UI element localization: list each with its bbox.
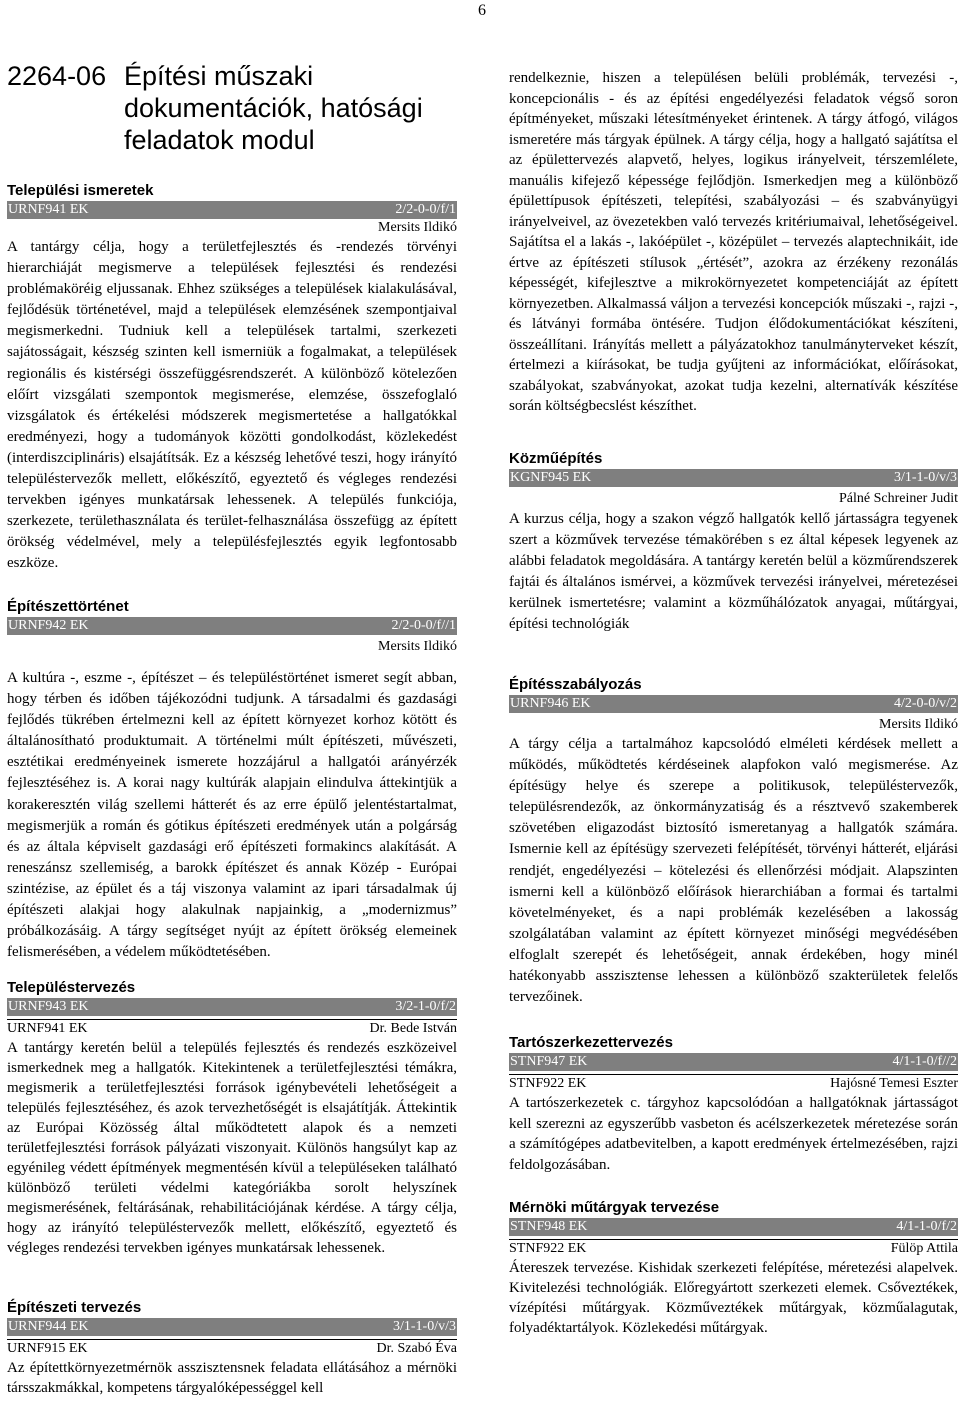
course-bar <box>509 1053 958 1071</box>
course-description: A kurzus célja, hogy a szakon végző hallgatók kellő jártasságra tegyenek szert a közművek tervezése témakörében s ez által képesek legyenek az alábbi feladatok megoldására. A tantárgy keretén belül a közműrendszerek fajtái és általános ismérvei, a közművek tervezési irányelvei, méretezései kerülnek ismertetésre; valamint a közműhálózatok anyagai, műtárgyai, építési technológiák <box>509 511 958 633</box>
course-section-epiteszeti-tervezes <box>7 1299 457 1398</box>
section-title: Települési ismeretek <box>7 182 154 199</box>
course-description: Az építettkörnyezetmérnök asszisztensnek feladata ellátásához a mérnöki társszakmákkal, kompetens tárgyalóképességgel kell <box>7 1360 457 1396</box>
section-title: Közműépítés <box>509 450 603 467</box>
prereq-lecturer-row <box>7 1019 457 1038</box>
prerequisite-code: STNF922 EK <box>509 1241 587 1256</box>
section-title: Építésszabályozás <box>509 676 642 693</box>
course-continuation <box>509 68 958 417</box>
lecturer: Hajósné Temesi Eszter <box>830 1076 958 1091</box>
course-bar <box>7 1318 457 1336</box>
course-bar <box>7 998 457 1016</box>
course-description: Átereszek tervezése. Kishidak szerkezeti felépítése, méretezési alapelvek. Kivitelezési technológiák. Előregyártott szerkezeti elemek. Csőveztékek, vízépítési műtárgyak. Közműveztékek műtárgyak, közműalagutak, folyadéktartályok. Közlekedési műtárgyak. <box>509 1260 958 1336</box>
prerequisite-code: URNF915 EK <box>7 1341 88 1356</box>
course-hours: 4/1-1-0/f//2 <box>892 1054 957 1069</box>
lecturer: Fülöp Attila <box>890 1241 958 1256</box>
course-bar <box>509 1218 958 1236</box>
course-bar <box>509 469 958 487</box>
course-section-tartoszerkezettervezes <box>509 1034 958 1175</box>
course-bar <box>509 695 958 713</box>
course-section-telepulesi-ismeretek <box>7 182 457 575</box>
prereq-lecturer-row <box>7 1339 457 1358</box>
prerequisite-code: URNF941 EK <box>7 1021 88 1036</box>
lecturer: Mersits Ildikó <box>879 717 958 732</box>
section-title: Építészettörténet <box>7 598 129 615</box>
section-title: Építészeti tervezés <box>7 1299 142 1316</box>
lecturer: Mersits Ildikó <box>378 220 457 235</box>
course-code: URNF944 EK <box>8 1319 89 1334</box>
course-section-telepulestervezes <box>7 979 457 1258</box>
course-code: URNF942 EK <box>8 618 89 633</box>
course-hours: 2/2-0-0/f//1 <box>391 618 456 633</box>
section-title: Településtervezés <box>7 979 136 996</box>
course-code: STNF948 EK <box>510 1219 588 1234</box>
prereq-lecturer-row <box>509 1239 958 1258</box>
course-bar <box>7 617 457 635</box>
course-hours: 4/2-0-0/v/2 <box>894 696 957 711</box>
course-bar <box>7 201 457 219</box>
course-description: A tárgy célja a tartalmához kapcsolódó elméleti kérdések mellett a működés, működtetés kérdéseinek alapfokon való megismerése. Az építésügy helye és szerepe a politikusok, településtervezők, településrendezők, az önkormányzatiság és a résztvevő szakemberek szövetében eligazodást biztosító ismeretanyag a hallgatók számára. Ismernie kell az építésügy szervezeti felépítését, törvényi hátterét, eljárási rendjét, engedélyezési – kötelezési és ellenőrzési módjait. Alapszinten ismerni kell a különböző előírások hierarchiában a formai és tartalmi követelményeket, és a napi problémák kezelésében a lakosság szolgálatában valamint az épített környezet minőségi megvédésében elfoglalt szerepét és lehetőségeit, annak érdekében, hogy minél hatékonyabb asszisztense lehessen a különböző szakterületek felelős tervezőinek. <box>509 736 958 1006</box>
lecturer-row <box>7 219 457 237</box>
course-hours: 3/1-1-0/v/3 <box>894 470 957 485</box>
module-code: 2264-06 <box>7 61 107 91</box>
lecturer: Dr. Szabó Éva <box>376 1341 457 1356</box>
page-number: 6 <box>478 2 486 19</box>
course-code: KGNF945 EK <box>510 470 592 485</box>
lecturer-row <box>509 490 958 508</box>
course-section-epiteszettortenet <box>7 598 457 963</box>
section-title: Mérnöki műtárgyak tervezése <box>509 1199 720 1216</box>
lecturer: Dr. Bede István <box>369 1021 457 1036</box>
course-section-mernoki-mutargyak <box>509 1199 958 1338</box>
lecturer: Mersits Ildikó <box>378 639 457 654</box>
course-hours: 4/1-1-0/f/2 <box>896 1219 957 1234</box>
course-code: STNF947 EK <box>510 1054 588 1069</box>
prereq-lecturer-row <box>509 1074 958 1093</box>
course-code: URNF946 EK <box>510 696 591 711</box>
prerequisite-code: STNF922 EK <box>509 1076 587 1091</box>
course-description: A kultúra -, eszme -, építészet – és településtörténet ismeret segít abban, hogy térben és időben tájékozódni tudjunk. A társadalmi és gazdasági fejlődés tükrében értelmezni kell az épített környezet korhoz kötött és általánosítható produktumait. A történelmi múlt építészeti, művészeti, esztétikai eredményeinek ismerete hozzájárul a hallgatói arányérzék fejlesztéséhez is. A korai nagy kultúrák alapjain elindulva áttekintjük a korakeresztén világ szellemi hátterét és az erre épülő jelentéstartalmat, megismerjük a román és gótikus építészeti eredmények után a polgárság és az általa képviselt gazdasági erő építészeti formakincs alakítását. A reneszánsz szellemiség, a barokk építészet és annak Közép - Európai szintézise, az épület és a táj viszonya valamint az ipari társadalmak új építészeti alakjai hogy alakulnak napjainkig, a „modernizmus” próbálkozásáig. A tárgy segítséget nyújt az épített örökség elemeinek felismerésében, a védelem működtetésében. <box>7 670 457 961</box>
course-code: URNF943 EK <box>8 999 89 1014</box>
lecturer-row <box>7 638 457 656</box>
course-description: A tantárgy keretén belül a település fejlesztés és rendezés eszközeivel ismerkednek meg a hallgatók. Kitekintenek a területfejlesztési témákra, megismerik a területfejlesztési források igénybevételi lehetőségeit a település fejlesztéséhez, és azok tervezhetőségét is elsajátítják. Áttekintik az Európai Közösség által működtetett alapok és a nemzeti területfejlesztési források pályázati viszonyait. Különös hangsúlyt kap az egyénileg védett építmények megmentésén kívül a településeken található különböző területi védelmi kategóriákba sorolt helyszínek megismerésének, feltárásának, rehabilitációjának kérdése. A tárgy célja, hogy az irányító településtervezők mellett, előkészítő, egyeztető és végleges rendezési tervekben igényes munkatársak lehessenek. <box>7 1040 457 1256</box>
module-title: Építési műszaki dokumentációk, hatósági feladatok modul <box>124 61 423 155</box>
course-description-continued: rendelkeznie, hiszen a településen belüli problémák, tervezési -, koncepcionális - és az építési engedélyezési feladatok végső soron építményeket, műszaki létesítményeket érintenek. A tárgy átfogó, világos ismeretére más tárgyak épülnek. A tárgy célja, hogy a hallgató sajátítsa el az épülettervezés alapvető, helyes, logikus irányelveit, térszemlélete, manuális kifejező képessége fejlődjön. Ismerkedjen meg a különböző épülettípusok építészeti, telepítési, szabályozási – és szabványügyi irányelveivel, az övezetekben való tervezés kritériumaival, lehetőségeivel. Sajátítsa el a lakás -, lakóépület -, középület – tervezés alaptechnikáit, ide értve az építészeti stílusok „értését”, azokra az érzékeny rezonálás képességét, kifejlesztve a mikrokörnyezetet kompetenciáját az épített környezetben. Alkalmassá váljon a tervezési koncepciók műszaki -, rajzi -, és látványi formába öntésére. Tudjon élődokumentációkat készíteni, összeállítani. Irányítás mellett a pályázatokhoz tanulmányterveket készít, értelmezi a kiírásokat, be tudja gyűjteni az információkat, előírásokat, szabályokat, szabványokat, azokat tudja kezelni, alternatívák készítése során költségbecslést készíthet. <box>509 70 958 414</box>
course-code: URNF941 EK <box>8 202 89 217</box>
course-description: A tartószerkezetek c. tárgyhoz kapcsolódóan a hallgatóknak jártasságot kell szerezni az egyszerűbb vasbeton és acélszerkezetek méretezése során a számítógépes adatbevitelben, a kapott eredmények értelmezésében, rajzi feldolgozásában. <box>509 1095 958 1173</box>
course-section-kozmuepites <box>509 450 958 636</box>
lecturer: Pálné Schreiner Judit <box>839 491 958 506</box>
course-hours: 3/1-1-0/v/3 <box>393 1319 456 1334</box>
course-hours: 3/2-1-0/f/2 <box>395 999 456 1014</box>
course-description: A tantárgy célja, hogy a területfejlesztés és -rendezés törvényi hierarchiáját megismerve a települések fejlesztési és rendezési problémaköréig eljussanak. Ehhez szükséges a települések kialakulásával, fejlődésük történetével, majd a települések elemzésének szempontjaival megismerkedni. Tudniuk kell a települések tartalmi, szerkezeti sajátosságait, készség szinten kell ismerniük a fogalmakat, a települések regionális és kistérségi összefüggésrendszerét. A különböző kötelezően előírt vizsgálati szempontok megismerése, elemzése, összefoglaló vizsgálatok és értékelési módszerek megismertetése a hallgatókkal eredményezi, hogy a tudományok közötti gondolkodást, közlekedést (interdiszciplináris) elsajátítsák. Ez a készség lehetővé teszi, hogy irányító településtervezők mellett, előkészítő, egyeztető és végleges rendezési tervekben igényes munkatársak lehessenek. A település funkciója, szerkezete, területhasználata és terület-felhasználása összefügg az épített örökség védelmével, mely a településfejlesztés egyik legfontosabb eszköze. <box>7 239 457 572</box>
lecturer-row <box>509 716 958 734</box>
course-section-epitesszabalyozas <box>509 676 958 1008</box>
section-title: Tartószerkezettervezés <box>509 1034 673 1051</box>
course-hours: 2/2-0-0/f/1 <box>395 202 456 217</box>
